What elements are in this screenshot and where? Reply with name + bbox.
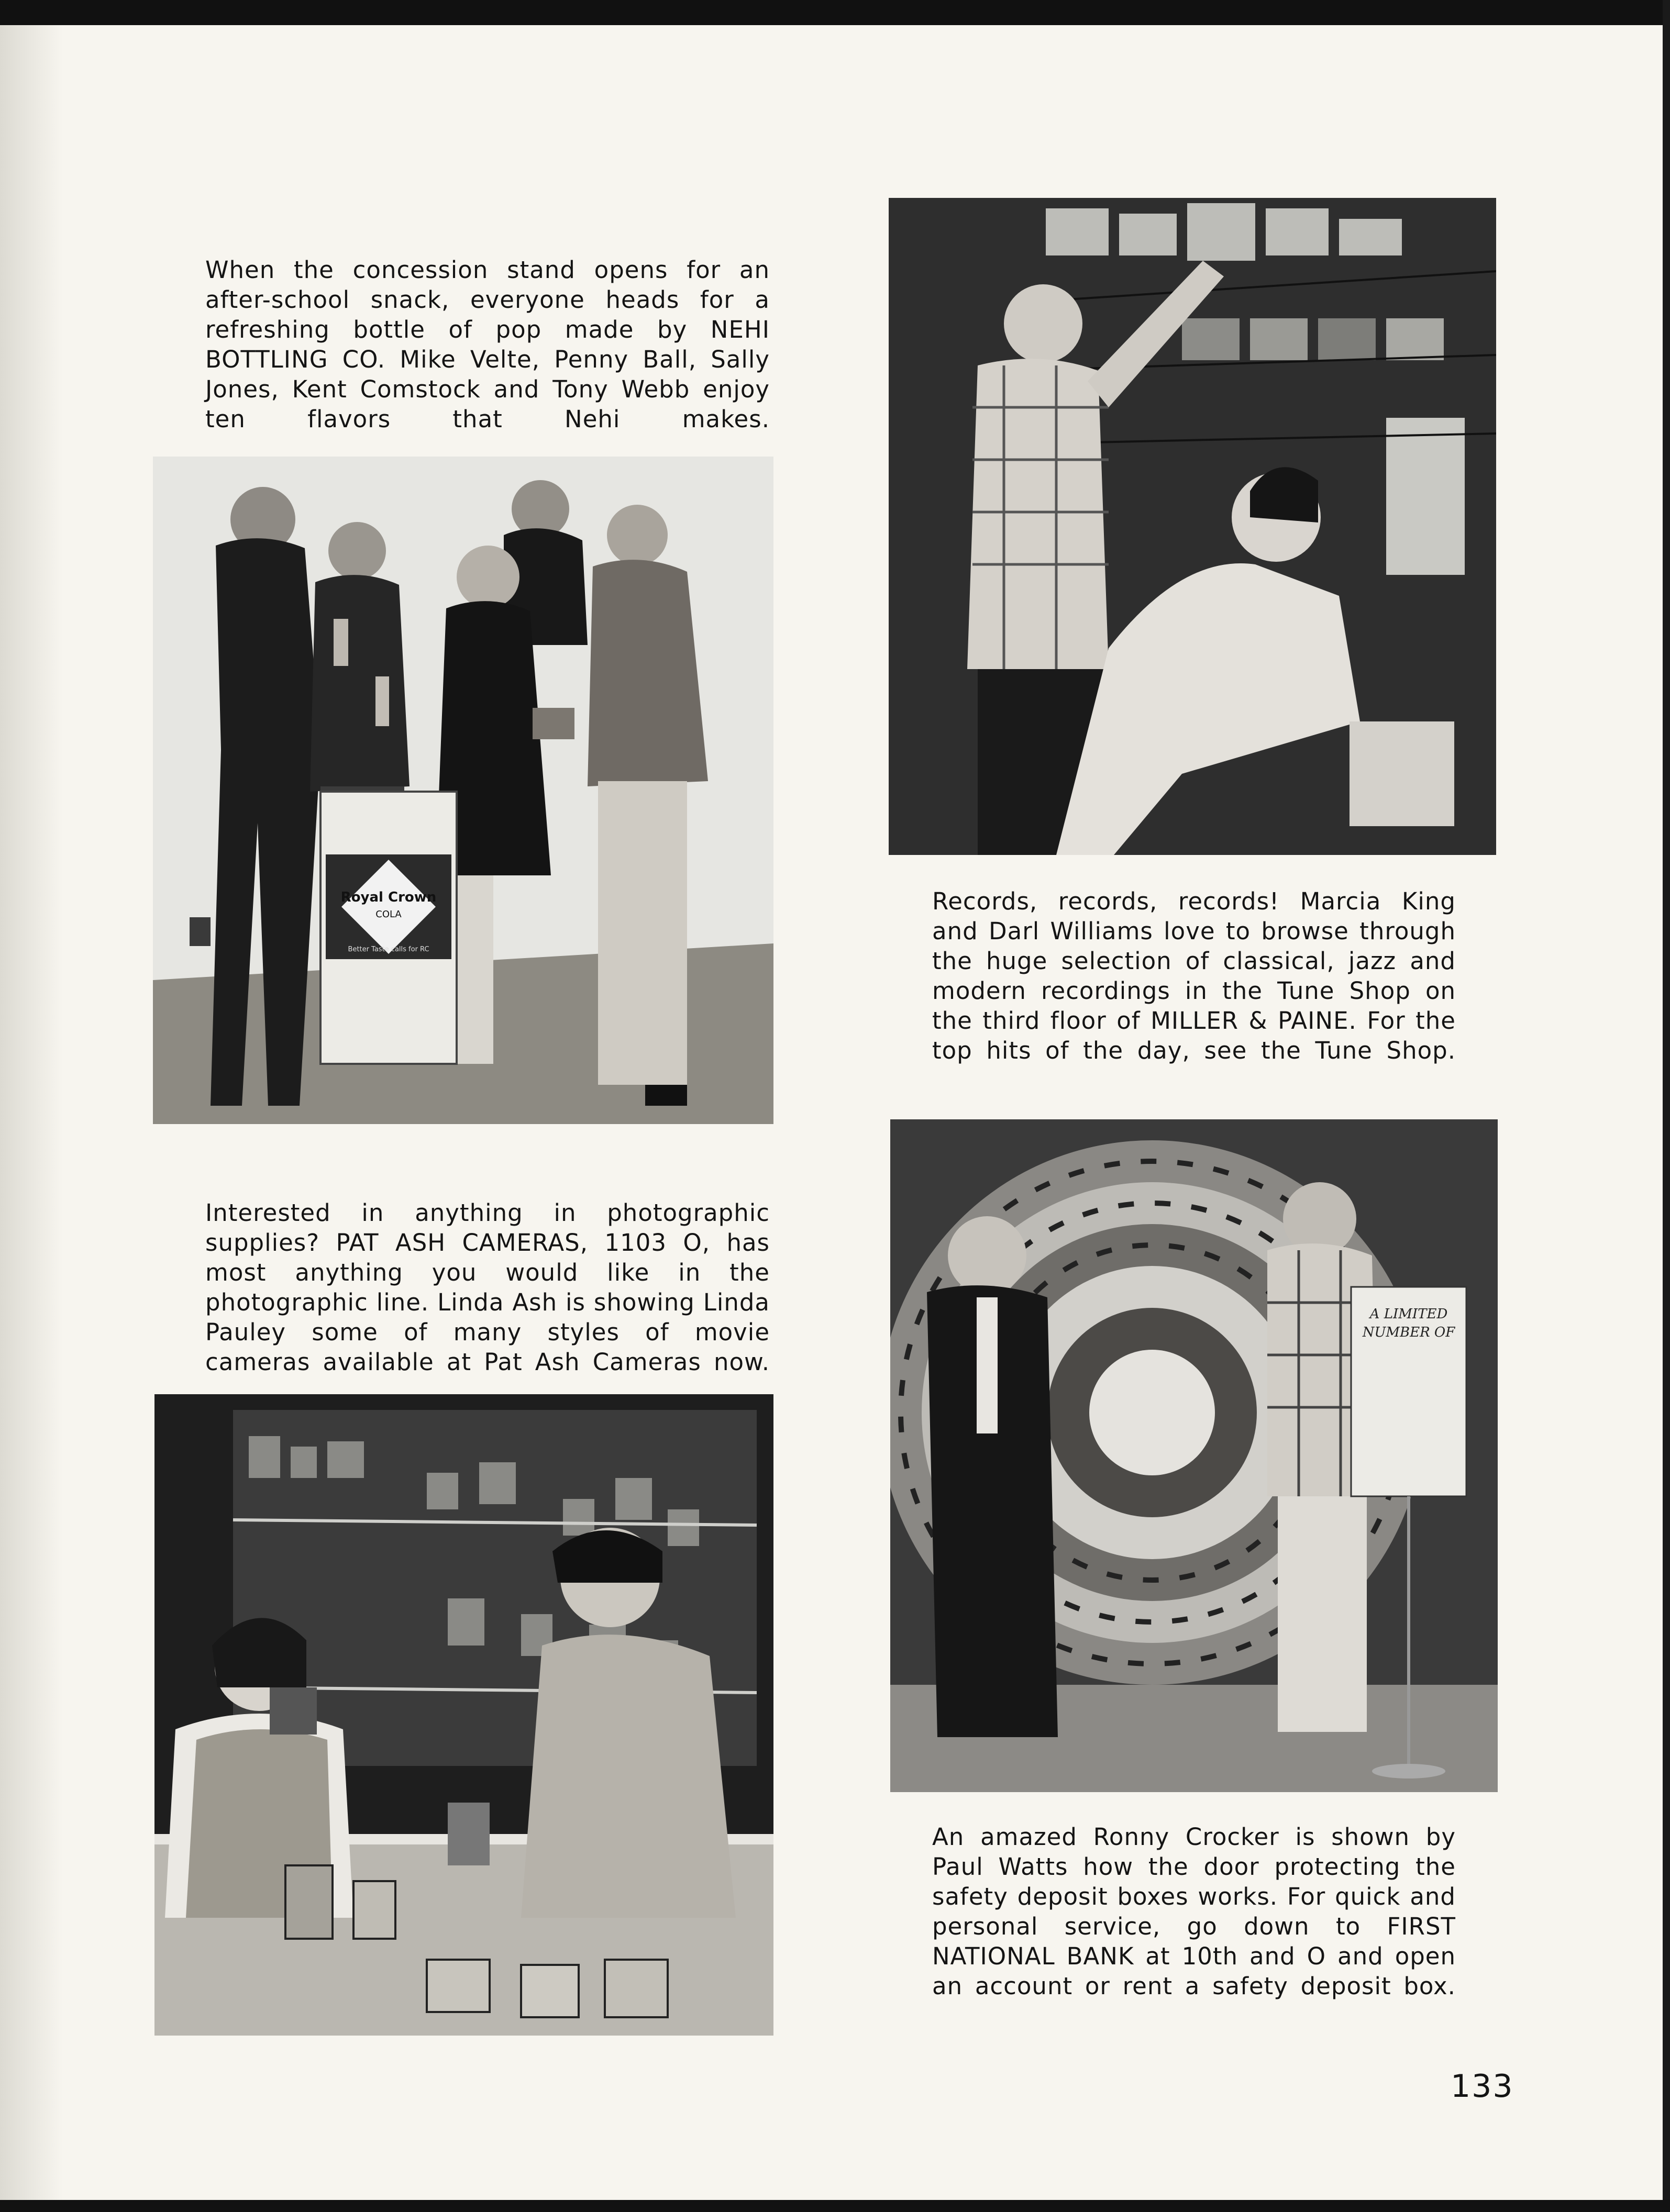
bottom-border bbox=[0, 2200, 1670, 2212]
caption-cameras: Interested in anything in photographic supplies? PAT ASH CAMERAS, 1103 O, has most anything you would like in the photographic line. Linda Ash is showing Linda Pauley some of many styles of movie cameras available at Pat Ash Cameras now. bbox=[205, 1199, 770, 1376]
caption-records: Records, records, records! Marcia King and Darl Williams love to browse through the huge selection of classical, jazz and modern recordings in the Tune Shop on the third floor of MILLER & PAINE. For the top hits of the day, see the Tune Shop. bbox=[932, 887, 1456, 1064]
page-number: 133 bbox=[1451, 2068, 1514, 2105]
sign-line-2: NUMBER OF bbox=[1362, 1325, 1455, 1340]
page-gutter-shadow bbox=[0, 25, 63, 2212]
cooler-cola-text: COLA bbox=[375, 909, 402, 920]
top-border bbox=[0, 0, 1670, 25]
right-border bbox=[1663, 0, 1670, 2212]
photo-nehi-teens bbox=[153, 457, 773, 1124]
photo-camera-shop bbox=[154, 1394, 773, 2036]
sign-line-1: A LIMITED bbox=[1369, 1306, 1448, 1322]
cooler-brand-text: Royal Crown bbox=[340, 890, 437, 905]
caption-bank: An amazed Ronny Crocker is shown by Paul Watts how the door protecting the safety deposit boxes works. For quick and personal service, go down to FIRST NATIONAL BANK at 10th and O and open an account or rent a safety deposit box. bbox=[932, 1823, 1456, 2000]
cooler-slogan-text: Better Taste calls for RC bbox=[348, 946, 429, 953]
photo-record-shop bbox=[889, 198, 1496, 855]
photo-bank-vault bbox=[890, 1119, 1498, 1792]
caption-nehi: When the concession stand opens for an after-school snack, everyone heads for a refreshing bottle of pop made by NEHI BOTTLING CO. Mike Velte, Penny Ball, Sally Jones, Kent Comstock and Tony Webb enjoy ten flavors that Nehi makes. bbox=[205, 256, 770, 433]
